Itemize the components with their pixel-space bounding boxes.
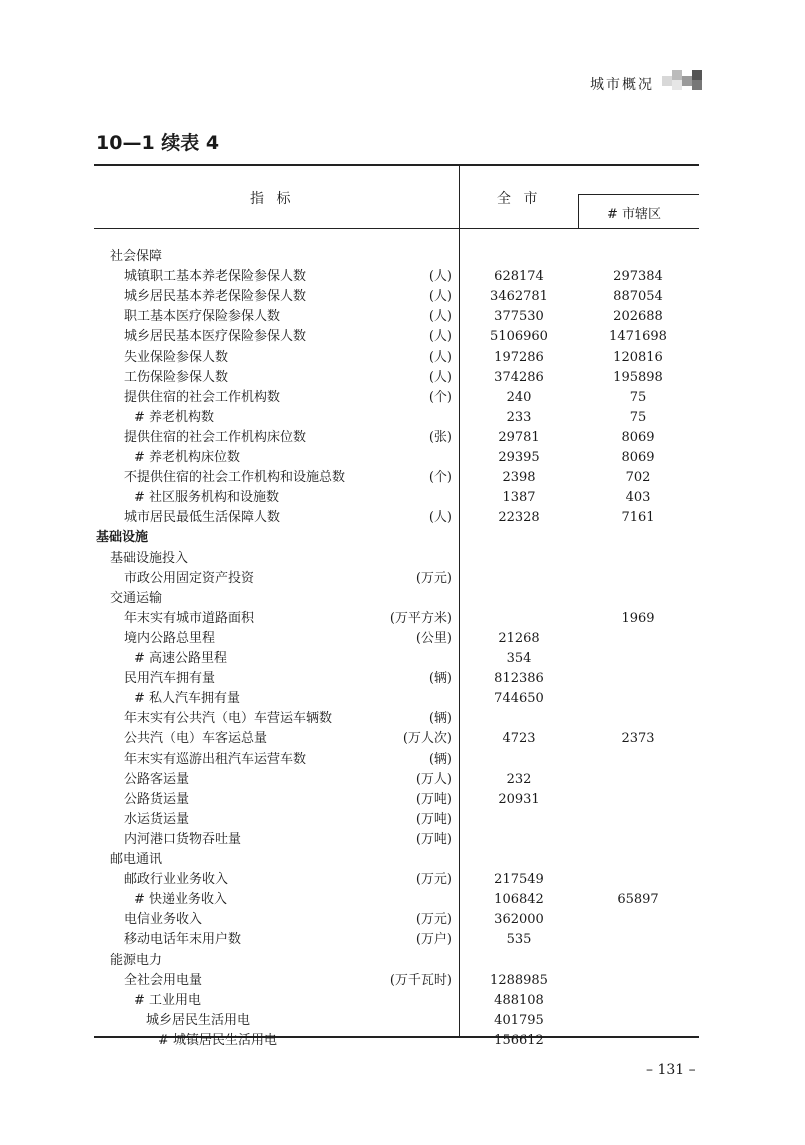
indicator-label: 基础设施投入 (110, 550, 189, 566)
indicator-label: 工伤保险参保人数 (124, 369, 229, 385)
whole-city-value: 29781 (498, 429, 540, 445)
table-row (0, 247, 805, 267)
district-value: 403 (625, 490, 651, 506)
table-row (0, 930, 805, 950)
section-heading-row (0, 528, 805, 548)
indicator-label: # 快递业务收入 (134, 892, 228, 908)
header-bottom-rule (94, 228, 699, 229)
indicator-label: 年末实有巡游出租汽车运营车数 (124, 751, 307, 767)
district-value: 75 (629, 389, 647, 405)
indicator-label: 邮电通讯 (110, 852, 163, 867)
table-row (0, 689, 805, 709)
table-row (0, 388, 805, 408)
district-value: 195898 (613, 369, 663, 385)
district-value: 75 (629, 409, 647, 425)
table-row (0, 508, 805, 528)
table-row (0, 870, 805, 890)
indicator-label: 城乡居民基本养老保险参保人数 (124, 289, 307, 305)
table-top-rule (94, 164, 699, 166)
indicator-label: 市政公用固定资产投资 (124, 570, 255, 586)
table-row (0, 408, 805, 428)
unit-cell: (辆) (428, 671, 452, 687)
table-row (0, 890, 805, 910)
indicator-label: 公路客运量 (124, 771, 190, 787)
table-row (0, 629, 805, 649)
unit-cell: (个) (428, 470, 452, 486)
whole-city-value: 106842 (494, 892, 544, 908)
unit-cell: (人) (428, 349, 452, 365)
district-value: 887054 (613, 289, 663, 305)
unit-cell: (万户) (415, 932, 452, 948)
unit-cell: (万平方米) (389, 610, 452, 626)
whole-city-value: 21268 (498, 630, 540, 646)
table-row (0, 348, 805, 368)
district-value: 7161 (621, 510, 655, 526)
header-whole-city: 全 市 (497, 191, 542, 207)
indicator-label: 内河港口货物吞吐量 (124, 831, 242, 847)
unit-cell: (个) (428, 389, 452, 405)
unit-cell: (辆) (428, 711, 452, 727)
district-value: 1969 (621, 610, 655, 626)
header-districts: # 市辖区 (607, 207, 662, 222)
unit-cell: (人) (428, 289, 452, 305)
unit-cell: (万人次) (402, 731, 452, 747)
district-value: 1471698 (609, 329, 667, 345)
unit-cell: (万千瓦时) (389, 972, 452, 988)
whole-city-value: 217549 (494, 872, 544, 888)
whole-city-value: 4723 (502, 731, 536, 747)
whole-city-value: 401795 (494, 1012, 544, 1028)
district-value: 202688 (613, 309, 663, 325)
table-row (0, 448, 805, 468)
indicator-label: 年末实有城市道路面积 (124, 610, 255, 626)
page-number: – 131 – (646, 1062, 696, 1078)
table-row (0, 850, 805, 870)
whole-city-value: 22328 (498, 510, 540, 526)
whole-city-value: 240 (506, 389, 532, 405)
indicator-label: 能源电力 (110, 952, 163, 968)
indicator-label: 全社会用电量 (124, 972, 203, 988)
table-row (0, 267, 805, 287)
unit-cell: (公里) (415, 630, 452, 646)
indicator-label: 提供住宿的社会工作机构数 (124, 389, 281, 405)
table-row (0, 669, 805, 689)
whole-city-value: 1387 (502, 490, 536, 506)
district-value: 65897 (617, 892, 659, 908)
whole-city-value: 1288985 (490, 972, 548, 988)
table-row (0, 287, 805, 307)
unit-cell: (人) (428, 269, 452, 285)
whole-city-value: 744650 (494, 691, 544, 707)
whole-city-value: 3462781 (490, 289, 548, 305)
indicator-label: 民用汽车拥有量 (124, 671, 216, 687)
indicator-label: 城乡居民基本医疗保险参保人数 (124, 329, 307, 345)
indicator-label: # 私人汽车拥有量 (134, 691, 241, 707)
table-row (0, 910, 805, 930)
indicator-label: 移动电话年末用户数 (124, 932, 242, 948)
indicator-label: 电信业务收入 (124, 912, 203, 928)
unit-cell: (万元) (415, 570, 452, 586)
table-row (0, 488, 805, 508)
whole-city-value: 5106960 (490, 329, 548, 345)
table-row (0, 709, 805, 729)
indicator-label: 城市居民最低生活保障人数 (124, 510, 281, 526)
table-row (0, 790, 805, 810)
whole-city-value: 20931 (498, 791, 540, 807)
indicator-label: # 高速公路里程 (134, 651, 228, 666)
indicator-label: 职工基本医疗保险参保人数 (124, 309, 281, 325)
indicator-label: # 养老机构床位数 (134, 450, 241, 465)
district-value: 2373 (621, 731, 655, 747)
unit-cell: (人) (428, 329, 452, 345)
unit-cell: (万吨) (415, 811, 452, 827)
indicator-label: 邮政行业业务收入 (124, 872, 229, 888)
table-row (0, 1011, 805, 1031)
table-row (0, 1031, 805, 1051)
unit-cell: (万元) (415, 872, 452, 888)
table-title: 10—1 续表 4 (96, 132, 220, 154)
indicator-label: 公共汽（电）车客运总量 (124, 731, 268, 747)
indicator-label: 年末实有公共汽（电）车营运车辆数 (124, 711, 333, 727)
indicator-label: 水运货运量 (124, 811, 190, 827)
header-indicator: 指 标 (250, 191, 295, 207)
table-row (0, 549, 805, 569)
whole-city-value: 377530 (494, 309, 544, 325)
indicator-label: # 城镇居民生活用电 (158, 1032, 278, 1048)
table-row (0, 327, 805, 347)
indicator-label: 失业保险参保人数 (124, 349, 229, 365)
indicator-label: 城镇职工基本养老保险参保人数 (124, 269, 307, 285)
whole-city-value: 197286 (494, 349, 544, 365)
table-row (0, 830, 805, 850)
table-row (0, 750, 805, 770)
table-row (0, 609, 805, 629)
whole-city-value: 232 (506, 771, 532, 787)
table-row (0, 991, 805, 1011)
whole-city-value: 488108 (494, 992, 544, 1008)
indicator-label: 提供住宿的社会工作机构床位数 (124, 429, 307, 445)
table-row (0, 770, 805, 790)
decorative-squares-icon (662, 70, 702, 92)
whole-city-value: 233 (506, 409, 532, 425)
table-row (0, 589, 805, 609)
table-row (0, 307, 805, 327)
indicator-label: # 社区服务机构和设施数 (134, 490, 280, 506)
unit-cell: (万吨) (415, 791, 452, 807)
unit-cell: (万吨) (415, 831, 452, 847)
whole-city-value: 812386 (494, 671, 544, 687)
whole-city-value: 2398 (502, 470, 536, 486)
whole-city-value: 535 (506, 932, 532, 948)
whole-city-value: 628174 (494, 269, 544, 285)
unit-cell: (人) (428, 510, 452, 526)
table-row (0, 468, 805, 488)
subheader-rule (578, 194, 699, 195)
running-header: 城市概况 (590, 77, 654, 93)
table-row (0, 971, 805, 991)
indicator-label: 交通运输 (110, 590, 163, 606)
indicator-label: 公路货运量 (124, 791, 190, 807)
unit-cell: (辆) (428, 751, 452, 767)
whole-city-value: 374286 (494, 369, 544, 385)
unit-cell: (人) (428, 309, 452, 325)
district-value: 120816 (613, 349, 663, 365)
indicator-label: 不提供住宿的社会工作机构和设施总数 (124, 470, 346, 486)
district-value: 8069 (621, 429, 655, 445)
unit-cell: (张) (428, 429, 452, 445)
table-row (0, 569, 805, 589)
indicator-label: 基础设施 (96, 530, 149, 546)
table-row (0, 428, 805, 448)
whole-city-value: 156612 (494, 1032, 544, 1048)
district-value: 8069 (621, 450, 655, 465)
unit-cell: (万元) (415, 912, 452, 928)
district-value: 702 (625, 470, 651, 486)
unit-cell: (万人) (415, 771, 452, 787)
whole-city-value: 354 (506, 651, 532, 666)
district-value: 297384 (613, 269, 663, 285)
table-row (0, 368, 805, 388)
indicator-label: 城乡居民生活用电 (146, 1012, 251, 1028)
indicator-label: # 工业用电 (134, 992, 202, 1008)
whole-city-value: 29395 (498, 450, 540, 465)
unit-cell: (人) (428, 369, 452, 385)
indicator-label: 境内公路总里程 (124, 630, 216, 646)
column-divider-sub (578, 194, 579, 228)
table-row (0, 951, 805, 971)
indicator-label: 社会保障 (110, 249, 163, 264)
indicator-label: # 养老机构数 (134, 409, 215, 425)
table-row (0, 649, 805, 669)
table-row (0, 810, 805, 830)
table-row (0, 729, 805, 749)
whole-city-value: 362000 (494, 912, 544, 928)
